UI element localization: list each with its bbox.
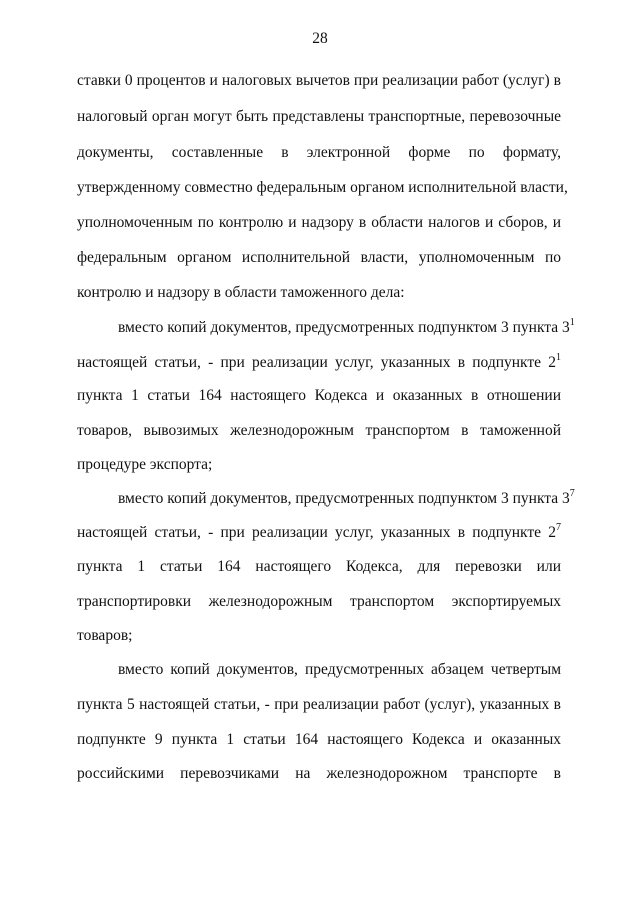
paragraph-2-line-1 — [118, 317, 575, 338]
paragraph-1-line-3: документы, составленные в электронной форме по формату, — [77, 144, 561, 161]
paragraph-2-line-2-text: настоящей статьи, - при реализации услуг, указанных в подпункте 2 — [77, 354, 556, 371]
paragraph-2-line-2 — [77, 353, 561, 373]
paragraph-4-line-3: подпункте 9 пункта 1 статьи 164 настоящего Кодекса и оказанных — [77, 731, 561, 748]
paragraph-3-line-3: пункта 1 статьи 164 настоящего Кодекса, для перевозки или — [77, 558, 561, 575]
paragraph-1-line-4: утвержденному совместно федеральным органом исполнительной власти, — [77, 179, 568, 196]
paragraph-2-line-5: процедуре экспорта; — [77, 456, 213, 473]
paragraph-2-line-1-superscript: 1 — [569, 317, 575, 328]
paragraph-2-line-1-text: вместо копий документов, предусмотренных подпунктом 3 пункта 3 — [118, 319, 570, 336]
paragraph-1-line-2: налоговый орган могут быть представлены транспортные, перевозочные — [77, 108, 561, 125]
paragraph-4-line-1: вместо копий документов, предусмотренных абзацем четвертым — [118, 661, 561, 678]
paragraph-3-line-2-superscript: 7 — [556, 522, 561, 533]
paragraph-1-line-7: контролю и надзору в области таможенного дела: — [77, 284, 405, 301]
paragraph-1-line-5: уполномоченным по контролю и надзору в области налогов и сборов, и — [77, 214, 561, 231]
paragraph-3-line-4: транспортировки железнодорожным транспортом экспортируемых — [77, 593, 561, 610]
paragraph-4-line-2: пункта 5 настоящей статьи, - при реализации работ (услуг), указанных в — [77, 696, 561, 713]
paragraph-2-line-3: пункта 1 статьи 164 настоящего Кодекса и оказанных в отношении — [77, 387, 561, 404]
paragraph-3-line-5: товаров; — [77, 627, 133, 644]
paragraph-3-line-1-superscript: 7 — [569, 488, 575, 499]
paragraph-1-line-6: федеральным органом исполнительной власти, уполномоченным по — [77, 249, 561, 266]
paragraph-2-line-2-superscript: 1 — [556, 352, 561, 363]
paragraph-1-line-1: ставки 0 процентов и налоговых вычетов при реализации работ (услуг) в — [77, 72, 561, 89]
paragraph-3-line-1 — [118, 488, 575, 509]
paragraph-3-line-1-text: вместо копий документов, предусмотренных подпунктом 3 пункта 3 — [118, 490, 570, 507]
paragraph-4-line-4: российскими перевозчиками на железнодорожном транспорте в — [77, 765, 561, 782]
paragraph-3-line-2 — [77, 523, 561, 543]
page-number: 28 — [312, 30, 328, 47]
paragraph-2-line-4: товаров, вывозимых железнодорожным транспортом в таможенной — [77, 422, 561, 439]
paragraph-3-line-2-text: настоящей статьи, - при реализации услуг, указанных в подпункте 2 — [77, 524, 556, 541]
